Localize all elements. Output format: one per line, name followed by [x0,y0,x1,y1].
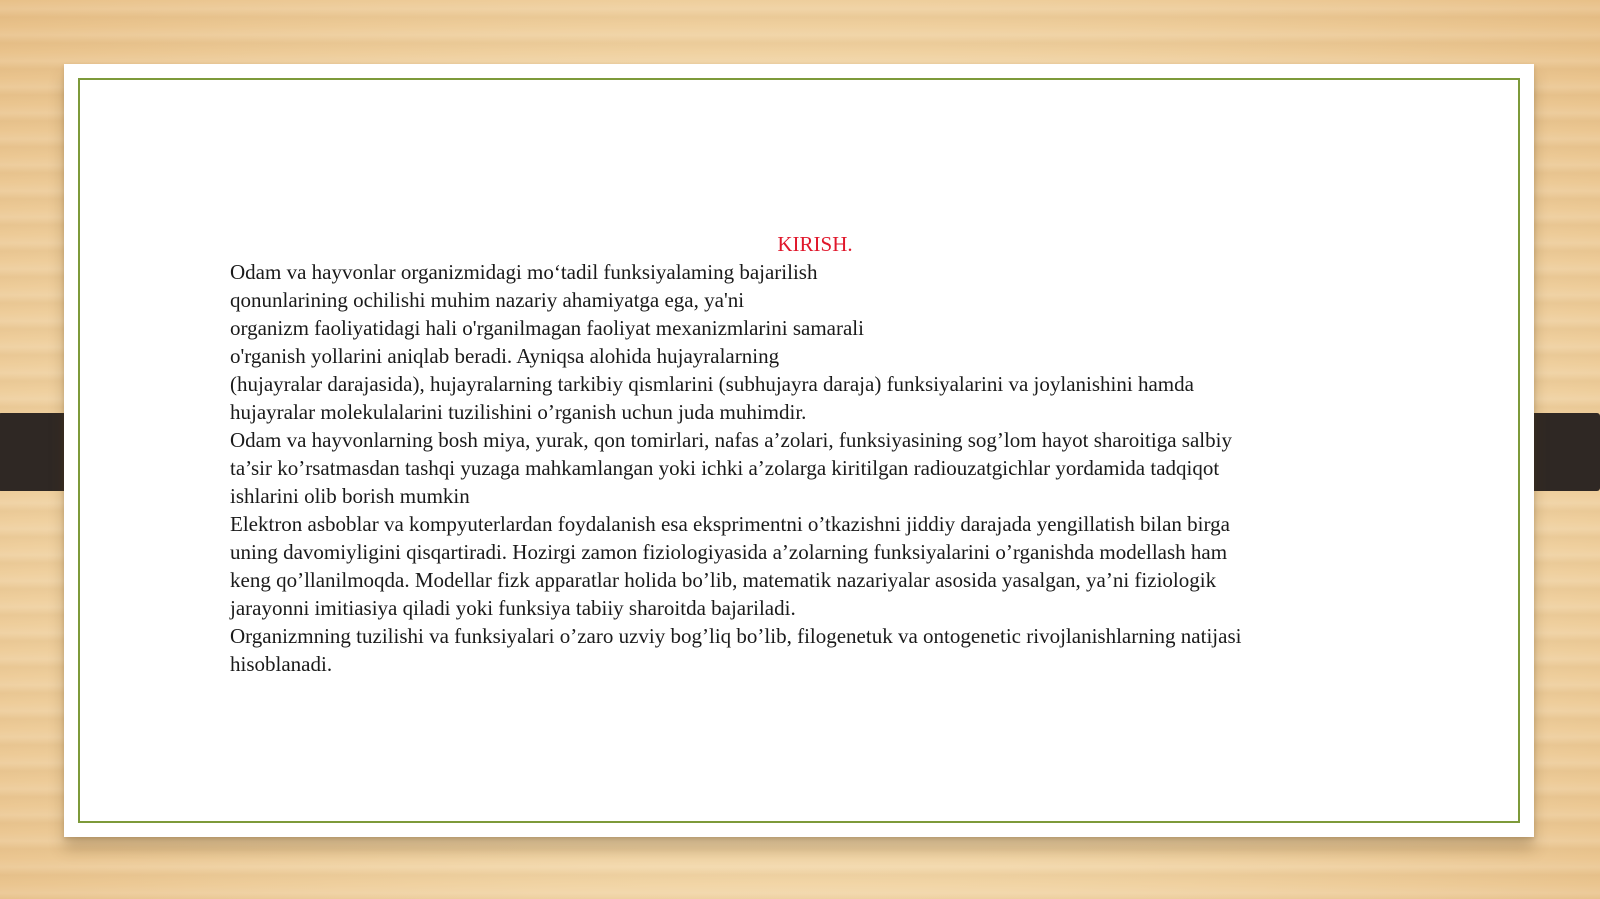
text-line: ishlarini olib borish mumkin [230,484,470,508]
text-line: hujayralar molekulalarini tuzilishini o’rganish uchun juda muhimdir. [230,400,807,424]
text-line: Odam va hayvonlar organizmidagi mo‘tadil funksiyalaming bajarilish [230,260,818,284]
text-line: Elektron asboblar va kompyuterlardan foydalanish esa eksprimentni o’tkazishni jiddiy darajada yengillatish bilan birga [230,512,1230,536]
text-line: qonunlarining ochilishi muhim nazariy ahamiyatga ega, ya'ni [230,288,745,312]
text-line: o'rganish yollarini aniqlab beradi. Ayniqsa alohida hujayralarning [230,344,780,368]
slide-body [230,258,1380,678]
text-line: organizm faoliyatidagi hali o'rganilmagan faoliyat mexanizmlarini samarali [230,316,864,340]
text-line: hisoblanadi. [230,652,333,676]
text-line: Organizmning tuzilishi va funksiyalari o’zaro uzviy bog’liq bo’lib, filogenetuk va ontogenetic rivojlanishlarning natijasi [230,624,1242,648]
slide-title: KIRISH. [777,232,853,256]
text-line: uning davomiyligini qisqartiradi. Hozirgi zamon fiziologiyasida a’zolarning funksiyalarini o’rganishda modellash ham [230,540,1228,564]
text-line: Odam va hayvonlarning bosh miya, yurak, qon tomirlari, nafas a’zolari, funksiyasining sog’lom hayot sharoitiga salbiy [230,428,1232,452]
text-line: (hujayralar darajasida), hujayralarning tarkibiy qismlarini (subhujayra daraja) funksiyalarini va joylanishini hamda [230,372,1194,396]
text-line: ta’sir ko’rsatmasdan tashqi yuzaga mahkamlangan yoki ichki a’zolarga kiritilgan radiouzatgichlar yordamida tadqiqot [230,456,1220,480]
text-line: jarayonni imitiasiya qiladi yoki funksiya tabiiy sharoitda bajariladi. [230,596,796,620]
text-line: keng qo’llanilmoqda. Modellar fizk apparatlar holida bo’lib, matematik nazariyalar asosida yasalgan, ya’ni fiziologik [230,568,1217,592]
